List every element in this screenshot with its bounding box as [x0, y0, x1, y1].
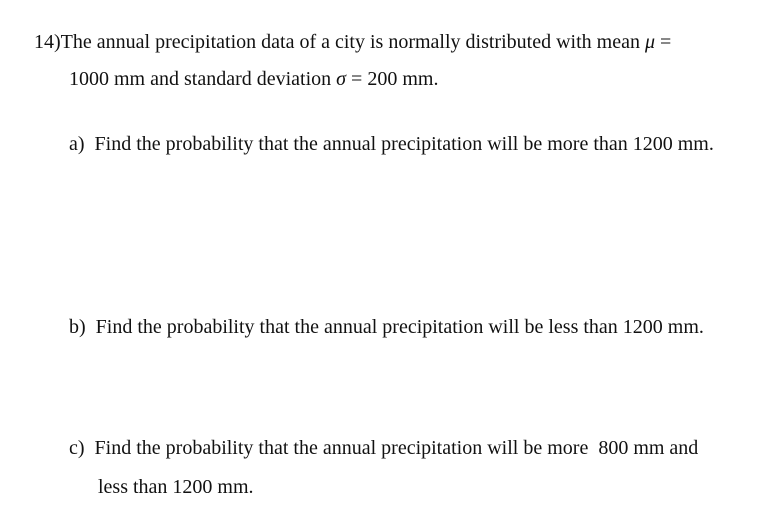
- part-a-text: Find the probability that the annual precipitation will be more than 1200 mm.: [94, 133, 714, 155]
- question-number: 14): [34, 31, 61, 53]
- mu-symbol: μ: [644, 31, 655, 53]
- part-a-label: a): [69, 133, 85, 155]
- question-line-2: [69, 67, 438, 91]
- part-c-line-2: [98, 475, 254, 499]
- part-a: [69, 132, 714, 156]
- part-c: [69, 436, 698, 460]
- sigma-symbol: σ: [336, 68, 347, 90]
- std-dev-value: = 200 mm.: [346, 68, 439, 90]
- part-b-text: Find the probability that the annual precipitation will be less than 1200 mm.: [95, 316, 704, 338]
- part-b-label: b): [69, 316, 86, 338]
- mean-value: 1000: [69, 68, 109, 90]
- part-b: [69, 315, 704, 339]
- part-c-label: c): [69, 437, 85, 459]
- part-c-text-2: less than 1200 mm.: [98, 476, 254, 498]
- equals-sign: =: [655, 31, 672, 53]
- part-c-text: Find the probability that the annual precipitation will be more 800 mm and: [94, 437, 699, 459]
- question-line-1: [34, 30, 671, 54]
- question-text: The annual precipitation data of a city is normally distributed with mean: [60, 31, 645, 53]
- question-text-2: mm and standard deviation: [109, 68, 337, 90]
